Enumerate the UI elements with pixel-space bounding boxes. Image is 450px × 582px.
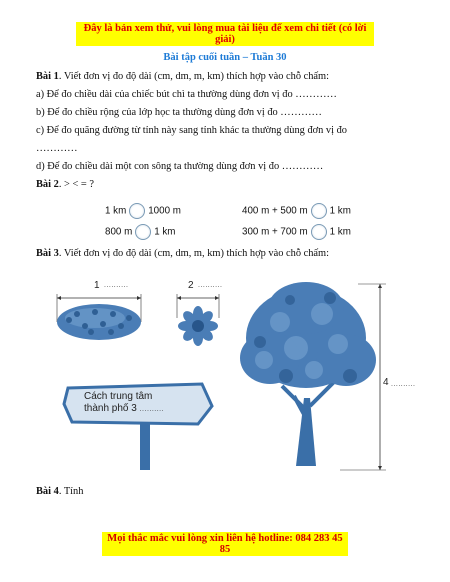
flower-label: 2 [188, 280, 194, 291]
bai2-heading [36, 179, 94, 190]
flower-image [175, 292, 221, 348]
tree-image [230, 278, 400, 478]
comparison-right: 1 km [329, 205, 351, 217]
bai4-prompt: . Tính [58, 486, 84, 497]
comparison-left: 1 km [105, 205, 127, 217]
comparison-1 [105, 203, 181, 219]
comparison-left: 800 m [105, 226, 133, 238]
bai1-item-c-continued: ………… [36, 143, 78, 154]
compare-circle[interactable] [129, 203, 145, 219]
compare-circle[interactable] [311, 203, 327, 219]
preview-notice-banner: Đây là bản xem thử, vui lòng mua tài liệu để xem chi tiết (có lời giải) [76, 22, 374, 46]
signpost-line-1: Cách trung tâm [84, 391, 153, 402]
compare-circle[interactable] [311, 224, 327, 240]
tree-measure [383, 377, 433, 391]
bai4-label: Bài 4 [36, 486, 59, 497]
comparison-2 [242, 203, 351, 219]
comparison-right: 1000 m [148, 205, 181, 217]
bai1-item-a: a) Để đo chiều dài của chiếc bút chì ta thường dùng đơn vị đo ………… [36, 89, 337, 100]
bai1-item-b: b) Để đo chiều rộng của lớp học ta thường dùng đơn vị đo ………… [36, 107, 322, 118]
bai2-label: Bài 2 [36, 179, 59, 190]
bai1-item-d: d) Để đo chiều dài một con sông ta thường dùng đơn vị đo ………… [36, 161, 324, 172]
hotline-footer: Mọi thắc mắc vui lòng xin liên hệ hotline: 084 283 45 85 [102, 532, 348, 556]
bai1-heading [36, 71, 329, 82]
bai4-heading [36, 486, 83, 497]
pine-cone-dots: .......... [104, 282, 129, 289]
pine-cone-image [55, 292, 145, 344]
comparison-left: 300 m + 700 m [242, 226, 308, 238]
comparison-left: 400 m + 500 m [242, 205, 308, 217]
bai1-label: Bài 1 [36, 71, 59, 82]
bai1-item-c: c) Để đo quãng đường từ tỉnh này sang tỉnh khác ta thường dùng đơn vị đo [36, 125, 347, 136]
comparison-3 [105, 224, 175, 240]
signpost-text [84, 391, 164, 416]
flower-dots: .......... [198, 282, 223, 289]
bai2-prompt: . > < = ? [58, 179, 94, 190]
bai3-label: Bài 3 [36, 248, 59, 259]
signpost-line-2: thành phố 3 .......... [84, 403, 165, 414]
tree-label: 4 [383, 377, 389, 388]
comparison-right: 1 km [154, 226, 176, 238]
comparison-4 [242, 224, 351, 240]
pine-cone-label: 1 [94, 280, 100, 291]
compare-circle[interactable] [135, 224, 151, 240]
bai3-prompt: . Viết đơn vị đo độ dài (cm, dm, m, km) thích hợp vào chỗ chấm: [58, 248, 329, 259]
comparison-right: 1 km [329, 226, 351, 238]
worksheet-title: Bài tập cuối tuần – Tuần 30 [163, 52, 287, 63]
bai3-heading [36, 248, 329, 259]
tree-dots: .......... [391, 381, 416, 388]
bai1-prompt: . Viết đơn vị đo độ dài (cm, dm, m, km) thích hợp vào chỗ chấm: [58, 71, 329, 82]
